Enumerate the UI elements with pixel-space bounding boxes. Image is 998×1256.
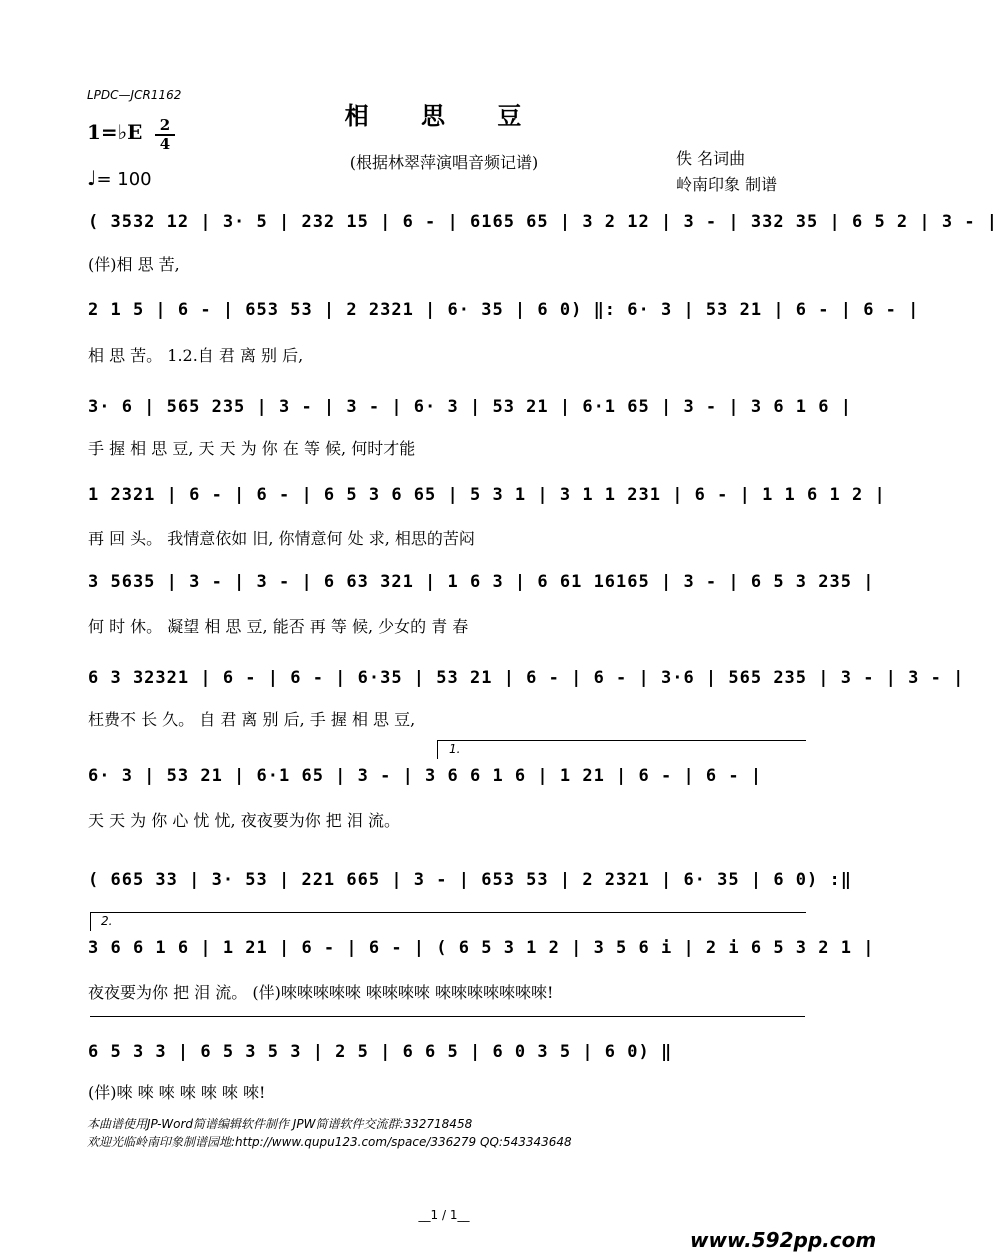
lyric-line-7: 天 天 为 你 心 忧 忧, 夜夜要为你 把 泪 流。 xyxy=(88,811,400,830)
page-number: __1 / 1__ xyxy=(418,1208,470,1222)
first-ending-bracket xyxy=(437,740,806,759)
footer-website-note: 欢迎光临岭南印象制谱园地:http://www.qupu123.com/space/336279 QQ:543343648 xyxy=(87,1135,572,1149)
staff-line-5: 3 5635 | 3 - | 3 - | 6 63 321 | 1 6 3 | 6 61 16165 | 3 - | 6 5 3 235 | xyxy=(88,572,875,592)
staff-line-1: ( 3532 12 | 3· 5 | 232 15 | 6 - | 6165 65 | 3 2 12 | 3 - | 332 35 | 6 5 2 | 3 - | xyxy=(88,212,998,232)
staff-line-6: 6 3 32321 | 6 - | 6 - | 6·35 | 53 21 | 6 - | 6 - | 3·6 | 565 235 | 3 - | 3 - | xyxy=(88,668,965,688)
tempo-value: = 100 xyxy=(96,169,152,190)
lyric-line-9: 夜夜要为你 把 泪 流。 (伴)唻唻唻唻唻 唻唻唻唻 唻唻唻唻唻唻唻! xyxy=(88,983,554,1002)
lyric-line-5: 何 时 休。 凝望 相 思 豆, 能否 再 等 候, 少女的 青 春 xyxy=(88,617,469,636)
time-signature xyxy=(155,118,175,152)
staff-line-4: 1 2321 | 6 - | 6 - | 6 5 3 6 65 | 5 3 1 | 3 1 1 231 | 6 - | 1 1 6 1 2 | xyxy=(88,485,886,505)
staff-line-3: 3· 6 | 565 235 | 3 - | 3 - | 6· 3 | 53 21 | 6·1 65 | 3 - | 3 6 1 6 | xyxy=(88,397,852,417)
time-numerator: 2 xyxy=(159,116,171,134)
author-credit: 佚 名词曲 xyxy=(676,149,746,168)
song-title: 相 思 豆 xyxy=(344,101,544,130)
second-ending-bracket xyxy=(90,912,806,931)
key-signature: 1=♭E xyxy=(87,120,143,144)
footer-software-note: 本曲谱使用JP-Word简谱编辑软件制作 JPW简谱软件交流群:332718458 xyxy=(87,1117,473,1131)
lyric-line-10: (伴)唻 唻 唻 唻 唻 唻 唻! xyxy=(88,1083,266,1102)
lyric-line-4: 再 回 头。 我情意依如 旧, 你情意何 处 求, 相思的苦闷 xyxy=(88,529,475,548)
lyric-line-2: 相 思 苦。 1.2.自 君 离 别 后, xyxy=(88,346,304,365)
staff-line-7: 6· 3 | 53 21 | 6·1 65 | 3 - | 3 6 6 1 6 | 1 21 | 6 - | 6 - | xyxy=(88,766,763,786)
second-ending-label: 2. xyxy=(101,914,113,928)
subtitle: (根据林翠萍演唱音频记谱) xyxy=(349,153,539,172)
staff-line-10: 6 5 3 3 | 6 5 3 5 3 | 2 5 | 6 6 5 | 6 0 3 5 | 6 0) ‖ xyxy=(88,1042,673,1062)
score-code: LPDC—JCR1162 xyxy=(87,88,182,102)
time-denominator: 4 xyxy=(159,135,171,153)
arranger-credit: 岭南印象 制谱 xyxy=(676,175,778,194)
staff-line-8: ( 665 33 | 3· 53 | 221 665 | 3 - | 653 53 | 2 2321 | 6· 35 | 6 0) :‖ xyxy=(88,870,852,890)
tempo-marking xyxy=(87,166,152,190)
staff-line-2: 2 1 5 | 6 - | 653 53 | 2 2321 | 6· 35 | 6 0) ‖: 6· 3 | 53 21 | 6 - | 6 - | xyxy=(88,300,920,320)
first-ending-label: 1. xyxy=(449,742,461,756)
lyric-line-3: 手 握 相 思 豆, 天 天 为 你 在 等 候, 何时才能 xyxy=(88,439,416,458)
quarter-note-icon: ♩ xyxy=(87,166,97,190)
staff-line-9: 3 6 6 1 6 | 1 21 | 6 - | 6 - | ( 6 5 3 1 2 | 3 5 6 i | 2 i 6 5 3 2 1 | xyxy=(88,938,875,958)
coda-bracket xyxy=(90,1016,805,1035)
site-watermark: www.592pp.com xyxy=(690,1228,877,1252)
lyric-line-1: (伴)相 思 苦, xyxy=(88,255,180,274)
lyric-line-6: 枉费不 长 久。 自 君 离 别 后, 手 握 相 思 豆, xyxy=(88,710,416,729)
